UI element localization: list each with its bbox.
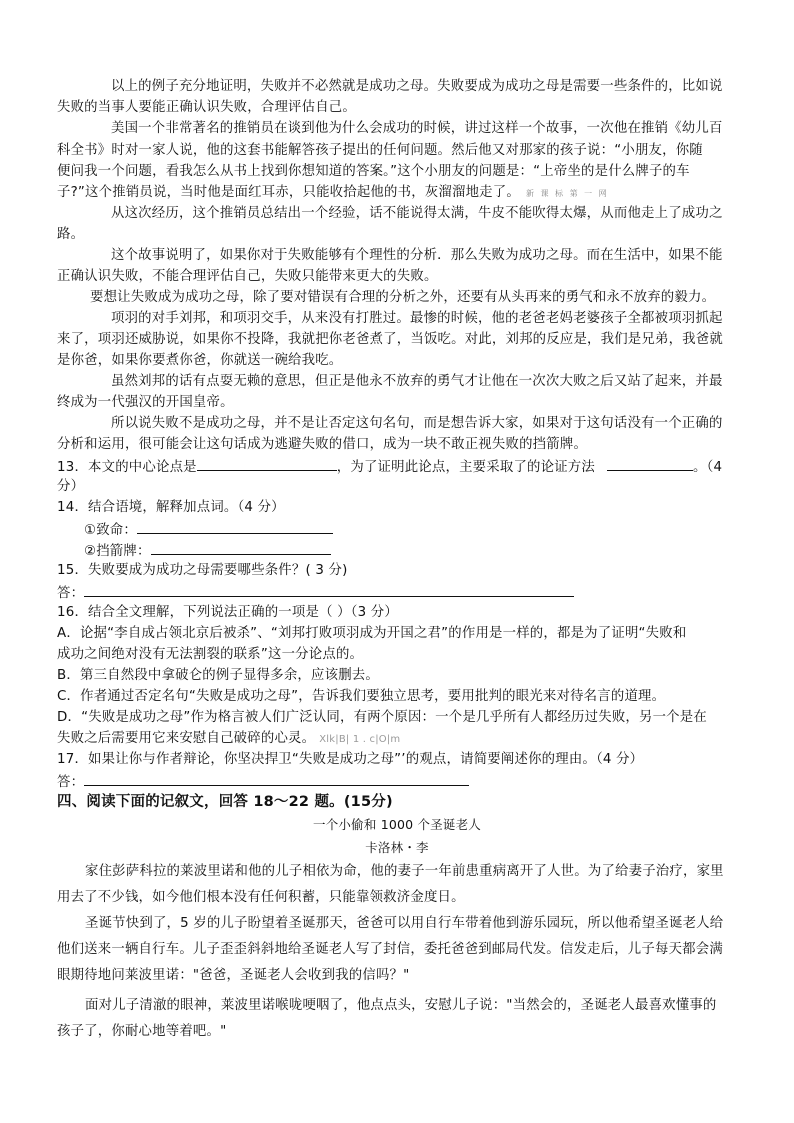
paragraph-line	[57, 183, 609, 204]
story-line: 用去了不少钱，如今他们根本没有任何积蓄，只能靠领救济金度日。	[57, 890, 465, 905]
question-14-item	[84, 519, 333, 541]
paragraph-line: 以上的例子充分地证明，失败并不必然就是成功之母。失败要成为成功之母是需要一些条件的，比如说	[111, 79, 723, 94]
question-13-text: 13．本文的中心论点是	[57, 460, 197, 475]
story-title: 一个小偷和 1000 个圣诞老人	[313, 817, 481, 832]
paragraph-line: 路。	[57, 227, 85, 242]
story-line: 圣诞节快到了，5 岁的儿子盼望着圣诞那天，爸爸可以用自行车带着他到游乐园玩，所以他希望圣诞老人给	[85, 916, 724, 931]
item-label: ①致命：	[84, 523, 137, 538]
question-13	[57, 456, 722, 478]
question-16: 16．结合全文理解，下列说法正确的一项是（ ）（3 分）	[57, 605, 398, 620]
question-17: 17．如果让你与作者辩论，你坚决捍卫“失败是成功之母”’的观点，请简要阐述你的理由。（4 分）	[57, 752, 644, 767]
answer-blank[interactable]	[84, 582, 574, 597]
paragraph-line: 终成为一代强汉的开国皇帝。	[57, 395, 234, 410]
story-line: 眼期待地问莱波里诺："爸爸，圣诞老人会收到我的信吗？"	[57, 968, 410, 983]
option-a-cont: 成功之间绝对没有无法割裂的联系”这一分论点的。	[57, 647, 364, 662]
paragraph-line: 虽然刘邦的话有点耍无赖的意思，但正是他永不放弃的勇气才让他在一次次大败之后又站了起来，并最	[111, 374, 723, 389]
paragraph-line: 美国一个非常著名的推销员在谈到他为什么会成功的时候，讲过这样一个故事，一次他在推销《幼儿百	[111, 121, 723, 136]
answer-blank[interactable]	[607, 456, 693, 471]
option-a: A．论据“李自成占领北京后被杀”、“刘邦打败项羽成为开国之君”的作用是一样的，都是为了证明“失败和	[57, 626, 687, 641]
paragraph-line: 所以说失败不是成功之母，并不是让否定这句名句，而是想告诉大家，如果对于这句话没有一个正确的	[111, 416, 723, 431]
paragraph-line: 来了，项羽还威胁说，如果你不投降，我就把你老爸煮了，当饭吃。对此，刘邦的反应是，我们是兄弟，我爸就	[57, 332, 723, 347]
answer-blank[interactable]	[137, 519, 333, 534]
watermark-text: Xlk|B| 1 . c|O|m	[319, 734, 401, 745]
watermark-text: 新 课 标 第 一 网	[525, 189, 609, 198]
paragraph-line: 要想让失败成为成功之母，除了要对错误有合理的分析之外，还要有从头再来的勇气和永不放弃的毅力。	[90, 290, 716, 305]
question-13-cont: 分）	[57, 479, 85, 494]
paragraph-line: 正确认识失败，不能合理评估自己，失败只能带来更大的失败。	[57, 269, 438, 284]
story-author: 卡洛林・李	[365, 840, 429, 855]
paragraph-line: 分析和运用，很可能会让这句话成为逃避失败的借口，成为一块不敢正视失败的挡箭牌。	[57, 437, 588, 452]
question-13-text: ，为了证明此论点，主要采取了的论证方法	[336, 460, 595, 475]
question-14: 14．结合语境，解释加点词。（4 分）	[57, 500, 285, 515]
story-line: 孩子了，你耐心地等着吧。"	[57, 1024, 227, 1039]
paragraph-line: 项羽的对手刘邦，和项羽交手，从来没有打胜过。最惨的时候，他的老爸老妈老婆孩子全都被项羽抓起	[111, 311, 723, 326]
story-line: 面对儿子清澈的眼神，莱波里诺喉咙哽咽了，他点点头，安慰儿子说："当然会的，圣诞老人最喜欢懂事的	[85, 998, 717, 1013]
paragraph-line: 这个故事说明了，如果你对于失败能够有个理性的分析．那么失败为成功之母。而在生活中，如果不能	[111, 248, 723, 263]
option-text: 失败之后需要用它来安慰自己破碎的心灵。	[57, 731, 316, 746]
story-line: 家住彭萨科拉的莱波里诺和他的儿子相依为命，他的妻子一年前患重病离开了人世。为了给妻子治疗，家里	[85, 864, 724, 879]
question-15: 15．失败要成为成功之母需要哪些条件？( 3 分)	[57, 563, 348, 578]
section-heading: 四、阅读下面的记叙文，回答 18～22 题。(15分)	[57, 794, 393, 810]
paragraph-text: 子?”这个推销员说，当时他是面红耳赤，只能收拾起他的书，灰溜溜地走了。	[57, 185, 520, 200]
answer-label: 答：	[57, 586, 85, 601]
story-line: 他们送来一辆自行车。儿子歪歪斜斜地给圣诞老人写了封信，委托爸爸到邮局代发。信发走后，儿子每天都会满	[57, 942, 723, 957]
paragraph-line: 科全书》时对一家人说，他的这套书能解答孩子提出的任何问题。然后他又对那家的孩子说：“小朋友，你随	[57, 143, 703, 158]
paragraph-line: 失败的当事人要能正确认识失败，合理评估自己。	[57, 100, 356, 115]
answer-line	[57, 771, 469, 793]
answer-blank[interactable]	[197, 456, 337, 471]
answer-line	[57, 582, 574, 604]
option-d-cont	[57, 729, 400, 750]
option-b: B．第三自然段中拿破仑的例子显得多余，应该删去。	[57, 668, 379, 683]
answer-blank[interactable]	[151, 540, 331, 555]
paragraph-line: 便问我一个问题，看我怎么从书上找到你想知道的答案。”这个小朋友的问题是：“上帝坐的是什么牌子的车	[57, 164, 690, 179]
answer-blank[interactable]	[84, 771, 469, 786]
option-c: C．作者通过否定名句“失败是成功之母”，告诉我们要独立思考，要用批判的眼光来对待名言的道理。	[57, 689, 666, 704]
question-13-text: 。（4	[693, 460, 723, 475]
question-14-item	[84, 540, 331, 562]
answer-label: 答：	[57, 775, 85, 790]
item-label: ②挡箭牌：	[84, 544, 151, 559]
paragraph-line: 从这次经历，这个推销员总结出一个经验，话不能说得太满，牛皮不能吹得太爆，从而他走上了成功之	[111, 206, 723, 221]
paragraph-line: 是你爸，如果你要煮你爸，你就送一碗给我吃。	[57, 353, 343, 368]
option-d: D．“失败是成功之母”作为格言被人们广泛认同，有两个原因：一个是几乎所有人都经历过失败，另一个是在	[57, 710, 707, 725]
